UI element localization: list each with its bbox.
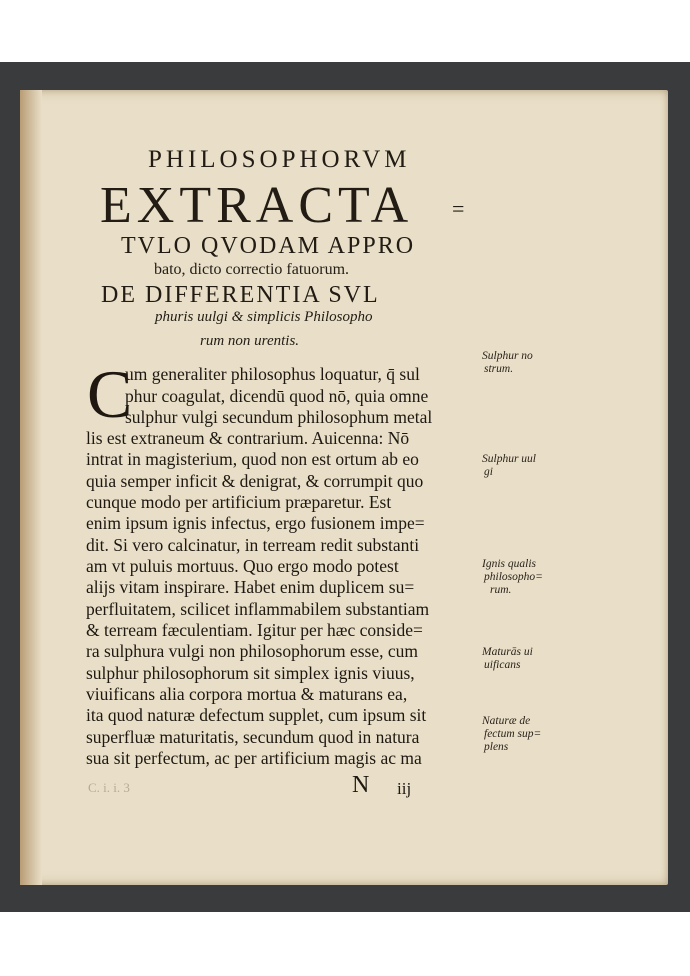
text-line: lis est extraneum & contrarium. Auicenna: Nō bbox=[86, 428, 410, 448]
heading-italic-1: phuris uulgi & simplicis Philosopho bbox=[155, 309, 373, 325]
margin-note-naturae-defectum bbox=[482, 715, 541, 754]
heading-philosophorum: PHILOSOPHORVM bbox=[148, 146, 411, 173]
text-line: alijs vitam inspirare. Habet enim duplicem su= bbox=[86, 577, 415, 597]
margin-note-line: Sulphur uul bbox=[482, 453, 536, 465]
heading-italic-2: rum non urentis. bbox=[200, 333, 300, 349]
text-line: ita quod naturæ defectum supplet, cum ipsum sit bbox=[86, 705, 427, 725]
heading-titulo: TVLO QVODAM APPRO bbox=[121, 233, 416, 259]
text-line: ra sulphura vulgi non philosophorum esse, cum bbox=[86, 641, 418, 661]
text-line: um generaliter philosophus loquatur, q̄ sul bbox=[125, 364, 420, 384]
margin-note-line: uificans bbox=[484, 659, 521, 671]
text-line: quia semper inficit & denigrat, & corrumpit quo bbox=[86, 471, 424, 491]
text-line: sulphur philosophorum sit simplex ignis viuus, bbox=[86, 663, 415, 683]
margin-note-sulphur-nostrum bbox=[482, 350, 533, 376]
heading-extracta: EXTRACTA bbox=[100, 177, 414, 234]
margin-note-line: rum. bbox=[490, 584, 512, 596]
margin-note-line: fectum sup= bbox=[484, 728, 542, 740]
bleed-through-text: C. i. i. 3 bbox=[88, 780, 130, 795]
heading-de-differentia: DE DIFFERENTIA SVL bbox=[101, 282, 380, 308]
margin-note-line: Naturæ de bbox=[482, 715, 531, 727]
ornament-dash-icon: = bbox=[452, 196, 465, 221]
text-line: am vt puluis mortuus. Quo ergo modo potest bbox=[86, 556, 399, 576]
drop-cap: C bbox=[87, 356, 133, 432]
margin-note-line: plens bbox=[484, 741, 509, 753]
text-line: superfluæ maturitatis, secundum quod in natura bbox=[86, 727, 420, 747]
margin-note-line: gi bbox=[484, 466, 493, 478]
signature-mark: N bbox=[352, 772, 370, 798]
margin-note-ignis-qualis bbox=[482, 558, 543, 597]
heading-subtitle: bato, dicto correctio fatuorum. bbox=[154, 261, 350, 278]
signature-number: iij bbox=[397, 779, 412, 798]
text-line: perfluitatem, scilicet inflammabilem substantiam bbox=[86, 599, 430, 619]
text-line: intrat in magisterium, quod non est ortum ab eo bbox=[86, 449, 419, 469]
margin-note-sulphur-uulgi bbox=[482, 453, 536, 479]
text-line: dit. Si vero calcinatur, in terream redit substanti bbox=[86, 535, 420, 555]
text-line: sulphur vulgi secundum philosophum metal bbox=[125, 407, 433, 427]
page-gutter bbox=[20, 90, 42, 885]
margin-note-line: Maturās ui bbox=[482, 646, 533, 658]
text-line: viuificans alia corpora mortua & maturans ea, bbox=[86, 684, 408, 704]
text-line: cunque modo per artificium præparetur. Est bbox=[86, 492, 392, 512]
margin-note-line: philosopho= bbox=[484, 571, 543, 583]
margin-note-maturans bbox=[482, 646, 533, 672]
margin-note-line: Ignis qualis bbox=[482, 558, 536, 570]
text-line: phur coagulat, dicendū quod nō, quia omne bbox=[125, 386, 429, 406]
text-line: sua sit perfectum, ac per artificium magis ac ma bbox=[86, 748, 422, 768]
margin-note-line: Sulphur no bbox=[482, 350, 533, 362]
margin-note-line: strum. bbox=[484, 363, 514, 375]
text-line: enim ipsum ignis infectus, ergo fusionem impe= bbox=[86, 513, 425, 533]
text-line: & terream fæculentiam. Igitur per hæc conside= bbox=[86, 620, 423, 640]
